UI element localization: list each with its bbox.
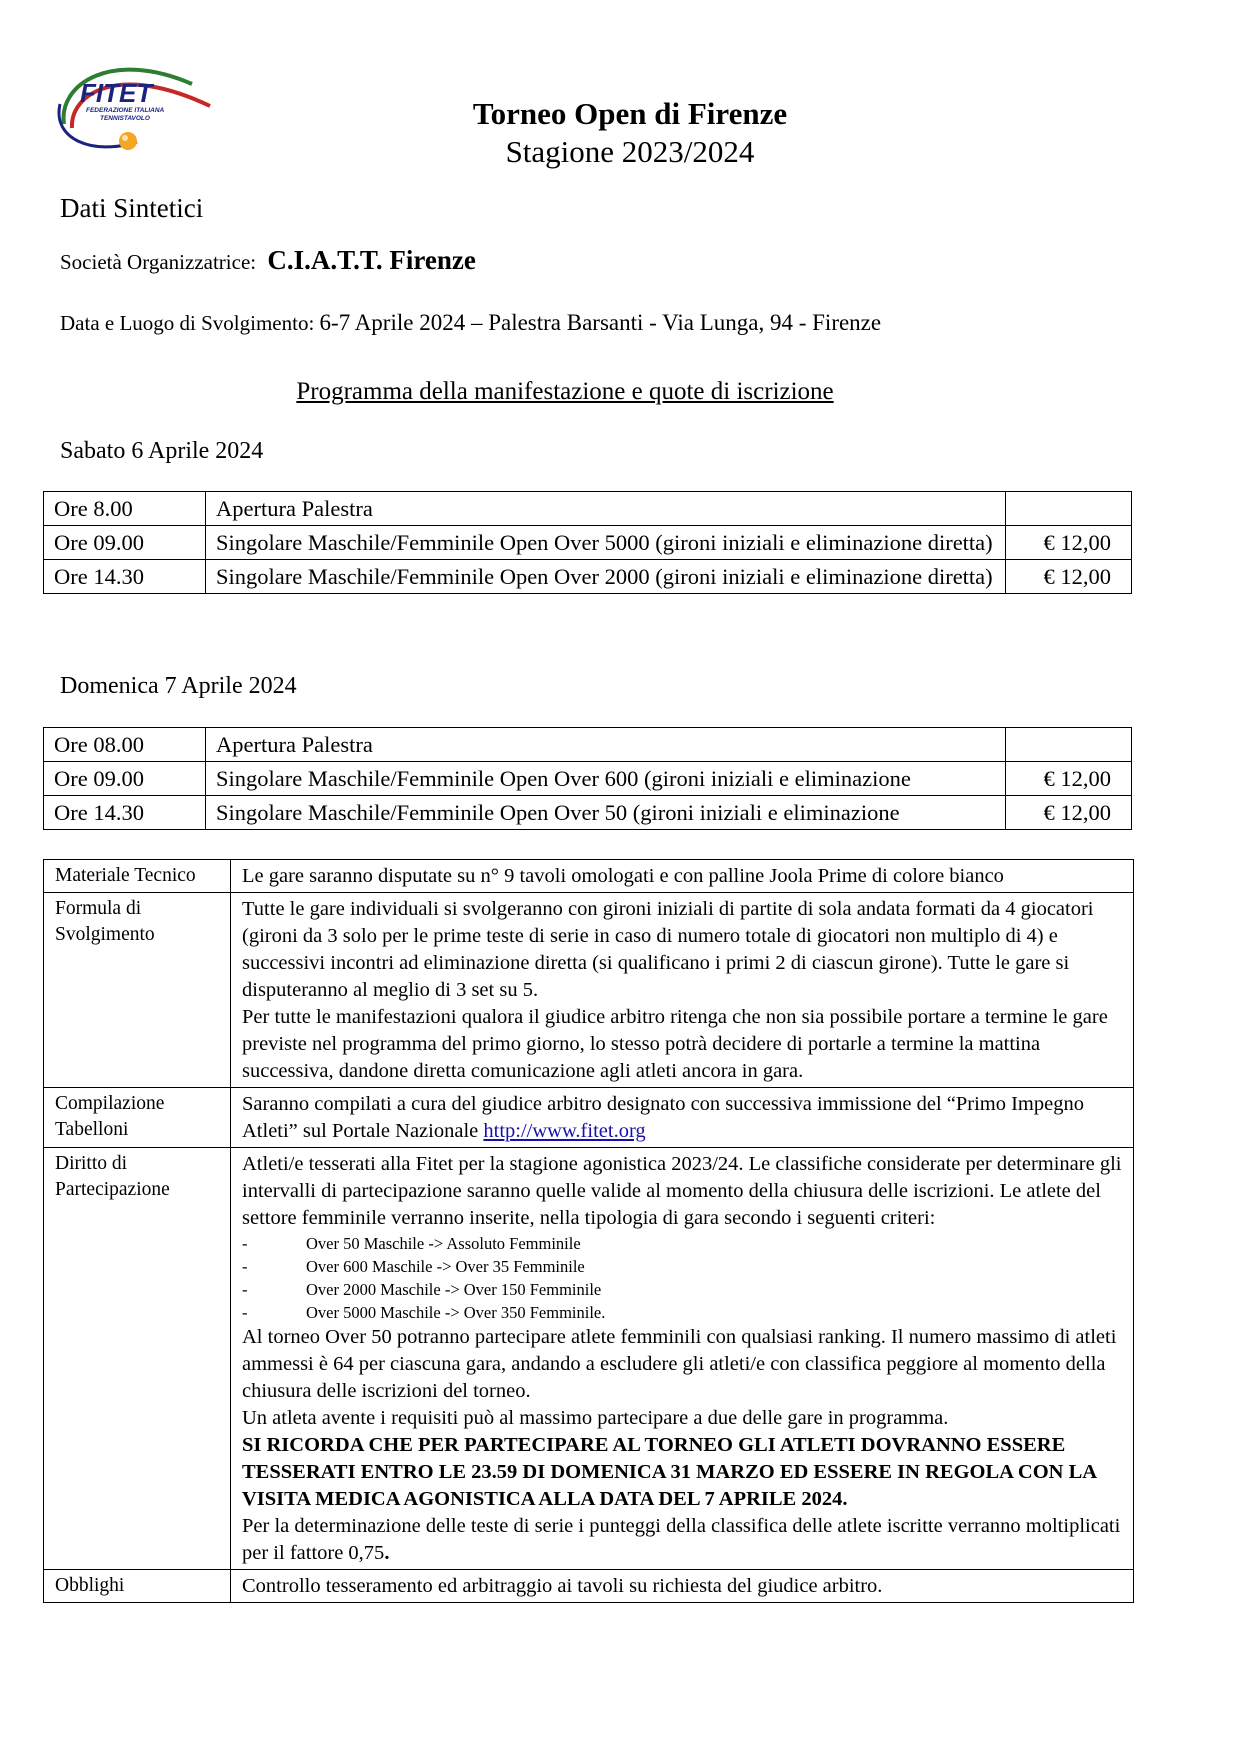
- logo-text: FITET: [80, 78, 153, 108]
- list-item: - Over 50 Maschile -> Assoluto Femminile: [242, 1234, 581, 1253]
- criteria-text: Over 2000 Maschile -> Over 150 Femminile: [306, 1280, 602, 1299]
- table-row: [44, 560, 1132, 594]
- label-materiale: Materiale Tecnico: [44, 860, 231, 893]
- date-place-value: 6-7 Aprile 2024 – Palestra Barsanti - Via Lunga, 94 - Firenze: [319, 310, 882, 335]
- table-row: [44, 860, 1134, 893]
- time-cell: Ore 14.30: [44, 560, 206, 594]
- organizer-value: C.I.A.T.T. Firenze: [267, 245, 476, 275]
- table-row: [44, 796, 1132, 830]
- season-title: Stagione 2023/2024: [505, 134, 755, 169]
- label-obblighi: Obblighi: [44, 1570, 231, 1603]
- event-cell: Apertura Palestra: [206, 492, 1006, 526]
- criteria-text: Over 5000 Maschile -> Over 350 Femminile.: [306, 1303, 606, 1322]
- schedule-table-sunday: [43, 727, 1132, 830]
- text-materiale: Le gare saranno disputate su n° 9 tavoli omologati e con palline Joola Prime di colore bianco: [231, 860, 1134, 893]
- fee-cell: [1006, 492, 1132, 526]
- time-cell: Ore 09.00: [44, 762, 206, 796]
- table-row: [44, 893, 1134, 1088]
- event-cell: Singolare Maschile/Femminile Open Over 2000 (gironi iniziali e eliminazione diretta): [206, 560, 1006, 594]
- fee-cell: [1006, 728, 1132, 762]
- table-row: [44, 762, 1132, 796]
- table-row: [44, 492, 1132, 526]
- criteria-list: [242, 1232, 1125, 1324]
- list-item: - Over 600 Maschile -> Over 35 Femminile: [242, 1257, 585, 1276]
- time-cell: Ore 09.00: [44, 526, 206, 560]
- diritto-paragraph-3: Un atleta avente i requisiti può al massimo partecipare a due delle gare in programma.: [242, 1407, 949, 1429]
- formula-paragraph-1: Tutte le gare individuali si svolgeranno con gironi iniziali di partite di sola andata formati da 4 giocatori (gironi da 3 solo per le prime teste di serie in caso di numero totale di giocatori non multiplo di 4) e successivi incontri ad eliminazione diretta (si qualificano i primi 2 di ciascun girone). Tutte le gare si disputeranno al meglio di 3 set su 5.: [242, 898, 1094, 1001]
- fitet-portal-link[interactable]: http://www.fitet.org: [483, 1120, 646, 1142]
- date-place-label: Data e Luogo di Svolgimento:: [60, 311, 315, 335]
- time-cell: Ore 14.30: [44, 796, 206, 830]
- label-diritto: Diritto di Partecipazione: [44, 1148, 231, 1570]
- table-row: [44, 1570, 1134, 1603]
- text-diritto: [231, 1148, 1134, 1570]
- text-formula: [231, 893, 1134, 1088]
- diritto-paragraph-2: Al torneo Over 50 potranno partecipare atlete femminili con qualsiasi ranking. Il numero massimo di atleti ammessi è 64 per ciascuna gara, andando a escludere gli atleti/e con classifica peggiore al momento della chiusura delle iscrizioni del torneo.: [242, 1326, 1117, 1402]
- label-formula: Formula di Svolgimento: [44, 893, 231, 1088]
- table-row: [44, 728, 1132, 762]
- table-row: [44, 526, 1132, 560]
- label-tabelloni: Compilazione Tabelloni: [44, 1088, 231, 1148]
- event-cell: Singolare Maschile/Femminile Open Over 5000 (gironi iniziali e eliminazione diretta): [206, 526, 1006, 560]
- schedule-table-saturday: [43, 491, 1132, 594]
- day-heading-saturday: Sabato 6 Aprile 2024: [60, 438, 264, 464]
- logo-subtext-1: FEDERAZIONE ITALIANA: [86, 107, 165, 114]
- event-cell: Singolare Maschile/Femminile Open Over 600 (gironi iniziali e eliminazione: [206, 762, 1006, 796]
- program-heading: Programma della manifestazione e quote di iscrizione: [296, 378, 834, 405]
- criteria-text: Over 50 Maschile -> Assoluto Femminile: [306, 1234, 581, 1253]
- day-heading-sunday: Domenica 7 Aprile 2024: [60, 673, 297, 699]
- diritto-p4-text: Per la determinazione delle teste di serie i punteggi della classifica delle atlete iscritte verranno moltiplicati per il fattore 0,75: [242, 1515, 1121, 1564]
- summary-heading: Dati Sintetici: [60, 193, 204, 223]
- fitet-logo: [52, 44, 222, 164]
- text-tabelloni: [231, 1088, 1134, 1148]
- organizer-line: [60, 245, 476, 276]
- fee-cell: € 12,00: [1006, 762, 1132, 796]
- table-row: [44, 1088, 1134, 1148]
- diritto-bold-notice: SI RICORDA CHE PER PARTECIPARE AL TORNEO GLI ATLETI DOVRANNO ESSERE TESSERATI ENTRO LE 23.59 DI DOMENICA 31 MARZO ED ESSERE IN REGOLA CON LA VISITA MEDICA AGONISTICA ALLA DATA DEL 7 APRILE 2024.: [242, 1434, 1096, 1510]
- list-item: - Over 5000 Maschile -> Over 350 Femminile.: [242, 1303, 606, 1322]
- info-table: [43, 859, 1134, 1603]
- fee-cell: € 12,00: [1006, 526, 1132, 560]
- tabelloni-text: Saranno compilati a cura del giudice arbitro designato con successiva immissione del “Primo Impegno Atleti” sul Portale Nazionale: [242, 1093, 1084, 1142]
- time-cell: Ore 8.00: [44, 492, 206, 526]
- list-item: - Over 2000 Maschile -> Over 150 Femminile: [242, 1280, 602, 1299]
- diritto-p4-end: .: [384, 1542, 390, 1564]
- time-cell: Ore 08.00: [44, 728, 206, 762]
- event-cell: Apertura Palestra: [206, 728, 1006, 762]
- diritto-paragraph-4: [242, 1513, 1125, 1567]
- formula-paragraph-2: Per tutte le manifestazioni qualora il giudice arbitro ritenga che non sia possibile portare a termine le gare previste nel programma del primo giorno, lo stesso potrà decidere di portarle a termine la mattina successiva, dandone diretta comunicazione agli atleti ancora in gara.: [242, 1006, 1108, 1082]
- organizer-label: Società Organizzatrice:: [60, 250, 257, 274]
- tournament-title: Torneo Open di Firenze: [472, 96, 788, 131]
- table-row: [44, 1148, 1134, 1570]
- criteria-text: Over 600 Maschile -> Over 35 Femminile: [306, 1257, 585, 1276]
- event-cell: Singolare Maschile/Femminile Open Over 50 (gironi iniziali e eliminazione: [206, 796, 1006, 830]
- text-obblighi: Controllo tesseramento ed arbitraggio ai tavoli su richiesta del giudice arbitro.: [231, 1570, 1134, 1603]
- diritto-paragraph-1: Atleti/e tesserati alla Fitet per la stagione agonistica 2023/24. Le classifiche considerate per determinare gli intervalli di partecipazione saranno quelle valide al momento della chiusura delle iscrizioni. Le atlete del settore femminile verranno inserite, nella tipologia di gara secondo i seguenti criteri:: [242, 1153, 1122, 1229]
- date-place-line: [60, 310, 881, 336]
- fee-cell: € 12,00: [1006, 560, 1132, 594]
- logo-subtext-2: TENNISTAVOLO: [100, 115, 150, 122]
- fee-cell: € 12,00: [1006, 796, 1132, 830]
